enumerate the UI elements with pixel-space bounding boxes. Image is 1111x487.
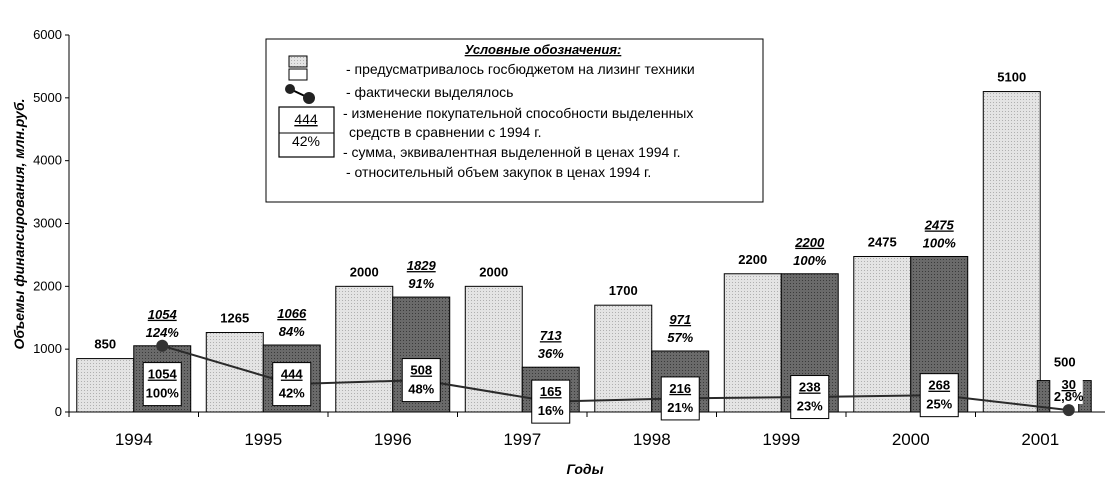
y-tick-label: 6000	[33, 27, 62, 42]
value-box-amount: 444	[280, 366, 303, 382]
value-box-amount: 508	[410, 362, 433, 378]
x-axis-title: Годы	[566, 461, 604, 477]
x-tick-label: 1998	[632, 430, 671, 449]
value-box	[532, 380, 570, 423]
value-label-change: 36%	[537, 346, 564, 362]
value-label-actual: 2200	[795, 234, 825, 250]
value-box	[920, 374, 958, 417]
value-label-planned: 1700	[608, 283, 638, 299]
value-label-actual: 1829	[406, 258, 436, 274]
value-box-amount: 268	[928, 377, 951, 393]
y-tick-label: 3000	[33, 215, 62, 231]
value-label-change: 124%	[145, 324, 179, 340]
legend-item-actual: - фактически выделялось	[346, 84, 514, 100]
value-label-planned: 2200	[738, 251, 768, 267]
y-axis-title: Объемы финансирования, млн.руб.	[11, 98, 27, 350]
value-label-change: 84%	[278, 324, 305, 340]
legend-title: Условные обозначения:	[464, 42, 622, 57]
value-label-actual: 500	[1053, 354, 1076, 370]
value-label-planned: 5100	[997, 69, 1027, 85]
value-box-percent: 21%	[667, 399, 694, 415]
value-label-change: 100%	[793, 252, 827, 268]
value-box-amount: 1054	[147, 366, 177, 382]
value-box-percent: 42%	[278, 385, 305, 401]
value-box-percent: 48%	[408, 381, 435, 397]
value-box-percent: 2,8%	[1053, 389, 1084, 404]
x-tick-label: 2001	[1021, 430, 1060, 449]
value-box	[143, 363, 181, 406]
x-tick-label: 1995	[244, 430, 283, 449]
value-box	[661, 377, 699, 420]
value-label-planned: 2000	[479, 264, 509, 280]
value-label-actual: 1054	[147, 306, 177, 322]
bar-planned	[983, 92, 1040, 412]
legend-item-change-cont: средств в сравнении с 1994 г.	[349, 124, 542, 140]
bar-planned	[724, 274, 781, 412]
x-tick-label: 1997	[503, 430, 542, 449]
legend-sample-value: 444	[294, 111, 318, 127]
y-axis-ticks	[33, 27, 69, 419]
y-tick-label: 1000	[33, 341, 62, 357]
value-box	[1054, 377, 1084, 404]
value-label-planned: 2475	[867, 234, 897, 250]
value-box	[791, 376, 829, 419]
value-box	[273, 363, 311, 406]
y-tick-label: 4000	[33, 152, 62, 168]
y-tick-label: 0	[54, 404, 62, 419]
x-tick-label: 1994	[114, 430, 153, 449]
value-label-planned: 850	[94, 336, 117, 352]
legend-item-change: - изменение покупательной способности выделенных	[343, 105, 694, 121]
legend-item-equivalent: - сумма, эквивалентная выделенной в ценах 1994 г.	[343, 144, 681, 160]
legend-swatch-planned	[289, 56, 307, 67]
value-box-amount: 165	[539, 384, 562, 400]
x-tick-label: 2000	[891, 430, 930, 449]
legend-swatch-planned-2	[289, 69, 307, 80]
value-label-actual: 713	[539, 328, 562, 344]
value-box-amount: 238	[798, 379, 821, 395]
value-label-actual: 1066	[277, 306, 307, 322]
legend-sample-percent: 42%	[291, 133, 321, 149]
value-label-change: 100%	[922, 235, 956, 251]
value-box-amount: 216	[669, 380, 692, 396]
value-label-planned: 2000	[349, 264, 379, 280]
bar-planned	[336, 286, 393, 412]
value-box	[402, 359, 440, 402]
value-label-actual: 971	[669, 311, 692, 327]
y-tick-label: 2000	[33, 278, 62, 294]
bar-planned	[595, 305, 652, 412]
y-tick-label: 5000	[33, 89, 62, 105]
x-tick-label: 1999	[762, 430, 801, 449]
value-box-amount: 30	[1061, 377, 1076, 392]
trend-point	[156, 340, 168, 352]
legend-item-relative: - относительный объем закупок в ценах 1994 г.	[346, 164, 652, 180]
value-label-change: 91%	[408, 276, 435, 292]
value-label-planned: 1265	[220, 310, 250, 326]
bar-planned	[854, 256, 911, 412]
trend-point	[1063, 404, 1075, 416]
legend-item-planned: - предусматривалось госбюджетом на лизинг техники	[346, 61, 695, 77]
value-box-percent: 25%	[926, 396, 953, 412]
legend	[266, 39, 763, 202]
value-label-actual: 2475	[924, 217, 954, 233]
bar-planned	[77, 359, 134, 412]
value-box-percent: 16%	[537, 403, 564, 419]
value-box-percent: 100%	[145, 385, 179, 401]
value-label-change: 57%	[667, 329, 694, 345]
x-tick-label: 1996	[373, 430, 412, 449]
value-box-percent: 23%	[796, 398, 823, 414]
